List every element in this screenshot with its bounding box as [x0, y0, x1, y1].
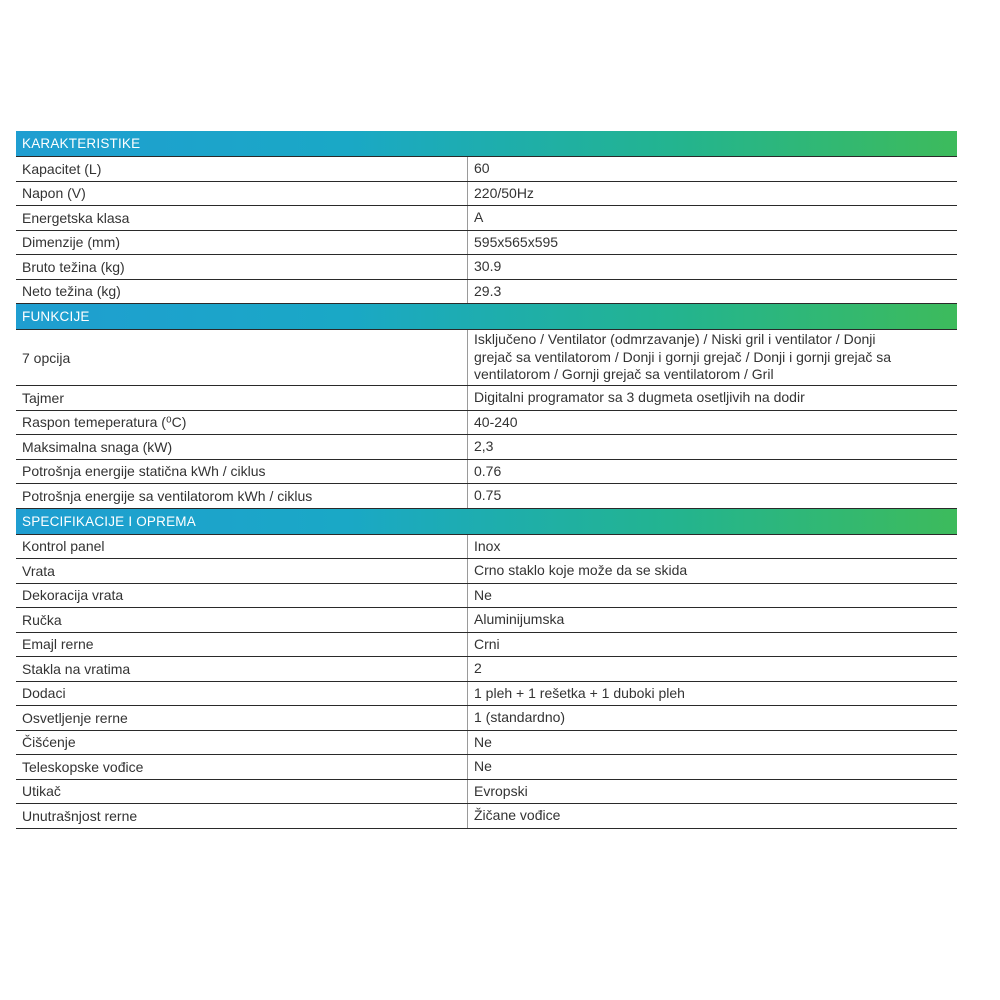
row-value: Crni	[467, 633, 957, 657]
row-label: Bruto težina (kg)	[22, 258, 125, 275]
table-row	[16, 535, 957, 560]
row-value: 29.3	[467, 280, 957, 304]
row-value: Crno staklo koje može da se skida	[467, 559, 957, 583]
row-label: Potrošnja energije statična kWh / ciklus	[22, 463, 266, 480]
table-row	[16, 435, 957, 460]
row-value: Ne	[467, 731, 957, 755]
row-value: Ne	[467, 584, 957, 608]
row-value: 60	[467, 157, 957, 181]
table-row	[16, 682, 957, 707]
row-label: Utikač	[22, 783, 61, 800]
table-row	[16, 804, 957, 829]
section-header: KARAKTERISTIKE	[16, 131, 957, 157]
row-value: 1 (standardno)	[467, 706, 957, 730]
table-row	[16, 460, 957, 485]
row-value: A	[467, 206, 957, 230]
row-label: Energetska klasa	[22, 209, 130, 226]
row-value: Aluminijumska	[467, 608, 957, 632]
row-label: Kontrol panel	[22, 538, 105, 555]
table-row	[16, 484, 957, 509]
section-header: FUNKCIJE	[16, 304, 957, 330]
row-label: Dimenzije (mm)	[22, 234, 120, 251]
table-row	[16, 755, 957, 780]
row-label: Raspon temeperatura (⁰C)	[22, 413, 187, 430]
row-value: 1 pleh + 1 rešetka + 1 duboki pleh	[467, 682, 957, 706]
row-label: Neto težina (kg)	[22, 283, 121, 300]
row-label: Potrošnja energije sa ventilatorom kWh / ciklus	[22, 487, 313, 504]
row-value: Inox	[467, 535, 957, 559]
row-value: 0.75	[467, 484, 957, 508]
row-label: Teleskopske vođice	[22, 758, 144, 775]
table-row	[16, 255, 957, 280]
row-value: 220/50Hz	[467, 182, 957, 206]
row-label: Vrata	[22, 562, 55, 579]
table-row	[16, 780, 957, 805]
row-label: Ručka	[22, 611, 62, 628]
table-row	[16, 584, 957, 609]
row-label: Dodaci	[22, 685, 66, 702]
row-label: Dekoracija vrata	[22, 587, 124, 604]
row-label: Čišćenje	[22, 734, 76, 751]
table-row	[16, 633, 957, 658]
table-row	[16, 608, 957, 633]
table-row	[16, 706, 957, 731]
row-label: Stakla na vratima	[22, 660, 131, 677]
row-value: Isključeno / Ventilator (odmrzavanje) / Niski gril i ventilator / Donji grejač sa ventilatorom / Donji i gornji grejač / Donji i gornji grejač sa ventilatorom / Gornji grejač sa ventilatorom / Gril	[467, 330, 957, 385]
row-label: Unutrašnjost rerne	[22, 807, 138, 824]
row-value: 0.76	[467, 460, 957, 484]
table-row	[16, 386, 957, 411]
specification-table	[16, 131, 957, 829]
row-value: Evropski	[467, 780, 957, 804]
table-row	[16, 157, 957, 182]
table-row	[16, 657, 957, 682]
table-row	[16, 559, 957, 584]
section-karakteristike	[16, 131, 957, 304]
row-label: Emajl rerne	[22, 636, 94, 653]
row-label: Napon (V)	[22, 185, 86, 202]
table-row	[16, 330, 957, 386]
row-label: Osvetljenje rerne	[22, 709, 128, 726]
row-value: 2,3	[467, 435, 957, 459]
table-row	[16, 731, 957, 756]
row-value: Ne	[467, 755, 957, 779]
row-label: Maksimalna snaga (kW)	[22, 438, 173, 455]
table-row	[16, 280, 957, 305]
row-value: 40-240	[467, 411, 957, 435]
table-row	[16, 231, 957, 256]
row-value: Digitalni programator sa 3 dugmeta osetljivih na dodir	[467, 386, 957, 410]
row-value: 2	[467, 657, 957, 681]
section-header: SPECIFIKACIJE I OPREMA	[16, 509, 957, 535]
row-value: Žičane vođice	[467, 804, 957, 828]
row-value: 30.9	[467, 255, 957, 279]
row-value: 595x565x595	[467, 231, 957, 255]
section-specifikacije-i-oprema	[16, 509, 957, 829]
table-row	[16, 182, 957, 207]
row-label: Tajmer	[22, 389, 65, 406]
table-row	[16, 411, 957, 436]
table-row	[16, 206, 957, 231]
section-funkcije	[16, 304, 957, 509]
row-label: Kapacitet (L)	[22, 160, 102, 177]
row-label: 7 opcija	[22, 349, 71, 366]
